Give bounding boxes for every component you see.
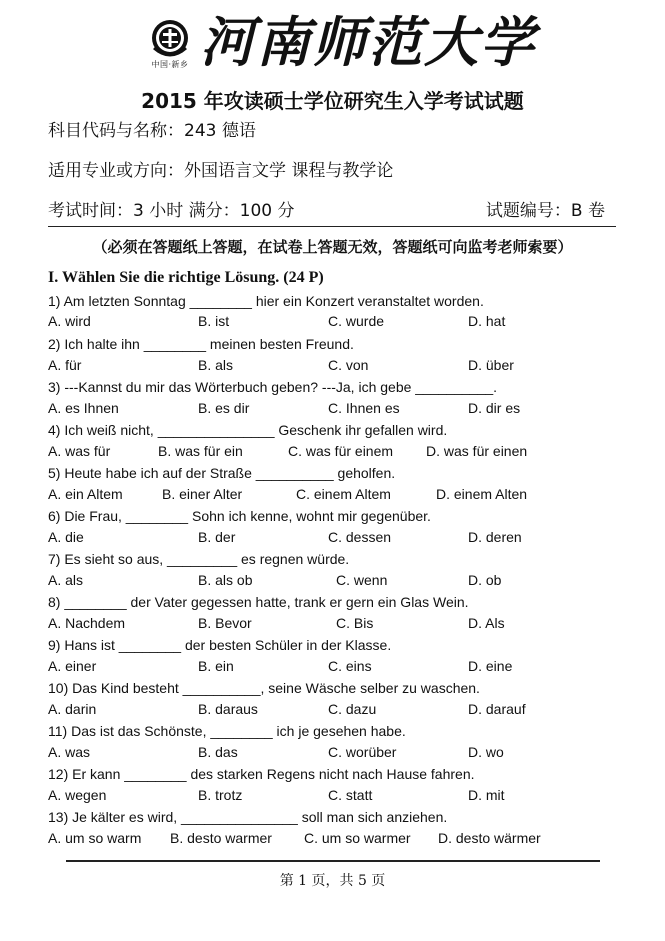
question-text: 13) Je kälter es wird, _______________ soll man sich anziehen. bbox=[48, 809, 448, 825]
paper-number: 试题编号：B 卷 bbox=[485, 201, 605, 221]
option-b: B. ein bbox=[198, 658, 234, 674]
option-c: C. dazu bbox=[328, 701, 377, 717]
option-a: A. was bbox=[48, 744, 91, 760]
option-b: B. was für ein bbox=[158, 443, 243, 459]
option-b: B. einer Alter bbox=[162, 486, 243, 502]
question-text: 1) Am letzten Sonntag ________ hier ein Konzert veranstaltet worden. bbox=[48, 293, 484, 309]
major-line: 适用专业或方向：外国语言文学 课程与教学论 bbox=[48, 161, 394, 181]
option-d: D. deren bbox=[468, 529, 522, 545]
option-c: C. statt bbox=[328, 787, 373, 803]
option-b: B. als ob bbox=[198, 572, 253, 588]
option-c: C. um so warmer bbox=[304, 830, 411, 846]
option-a: A. es Ihnen bbox=[48, 400, 119, 416]
university-name: 河南师范大学 bbox=[200, 10, 536, 74]
option-d: D. desto wärmer bbox=[438, 830, 541, 846]
time-score-line: 考试时间：3 小时 满分：100 分 bbox=[48, 201, 295, 221]
question-text: 3) ---Kannst du mir das Wörterbuch geben? ---Ja, ich gebe __________. bbox=[48, 379, 498, 395]
option-b: B. Bevor bbox=[198, 615, 252, 631]
option-b: B. als bbox=[198, 357, 234, 373]
header-divider bbox=[48, 226, 616, 227]
question-text: 11) Das ist das Schönste, ________ ich je gesehen habe. bbox=[48, 723, 406, 739]
option-a: A. wegen bbox=[48, 787, 107, 803]
answer-notice: （必须在答题纸上答题，在试卷上答题无效，答题纸可向监考老师索要） bbox=[92, 238, 573, 256]
question-text: 10) Das Kind besteht __________, seine Wäsche selber zu waschen. bbox=[48, 680, 480, 696]
option-a: A. wird bbox=[48, 313, 91, 329]
option-d: D. eine bbox=[468, 658, 513, 674]
option-b: B. ist bbox=[198, 313, 230, 329]
subject-line: 科目代码与名称：243 德语 bbox=[48, 121, 256, 141]
university-header bbox=[0, 8, 665, 78]
option-c: C. eins bbox=[328, 658, 372, 674]
option-c: C. dessen bbox=[328, 529, 392, 545]
option-a: A. als bbox=[48, 572, 84, 588]
question-text: 6) Die Frau, ________ Sohn ich kenne, wohnt mir gegenüber. bbox=[48, 508, 431, 524]
question-text: 8) ________ der Vater gegessen hatte, trank er gern ein Glas Wein. bbox=[48, 594, 469, 610]
option-a: A. ein Altem bbox=[48, 486, 123, 502]
option-a: A. darin bbox=[48, 701, 97, 717]
option-c: C. worüber bbox=[328, 744, 397, 760]
option-d: D. Als bbox=[468, 615, 505, 631]
footer-divider bbox=[66, 860, 600, 862]
option-a: A. für bbox=[48, 357, 82, 373]
option-c: C. einem Altem bbox=[296, 486, 391, 502]
option-a: A. um so warm bbox=[48, 830, 142, 846]
option-d: D. was für einen bbox=[426, 443, 528, 459]
question-text: 4) Ich weiß nicht, _______________ Geschenk ihr gefallen wird. bbox=[48, 422, 448, 438]
option-a: A. einer bbox=[48, 658, 97, 674]
option-b: B. das bbox=[198, 744, 238, 760]
seal-icon bbox=[150, 18, 190, 60]
option-c: C. wenn bbox=[336, 572, 388, 588]
exam-title: 2015 年攻读硕士学位研究生入学考试试题 bbox=[141, 89, 524, 113]
option-b: B. es dir bbox=[198, 400, 250, 416]
section-title: I. Wählen Sie die richtige Lösung. (24 P) bbox=[48, 269, 324, 286]
option-c: C. von bbox=[328, 357, 369, 373]
option-d: D. einem Alten bbox=[436, 486, 528, 502]
option-d: D. darauf bbox=[468, 701, 526, 717]
question-text: 9) Hans ist ________ der besten Schüler in der Klasse. bbox=[48, 637, 392, 653]
option-c: C. Ihnen es bbox=[328, 400, 400, 416]
option-b: B. der bbox=[198, 529, 236, 545]
option-b: B. daraus bbox=[198, 701, 258, 717]
option-a: A. die bbox=[48, 529, 84, 545]
seal-caption: 中国·新乡 bbox=[151, 60, 189, 69]
question-text: 5) Heute habe ich auf der Straße __________ geholfen. bbox=[48, 465, 396, 481]
option-b: B. trotz bbox=[198, 787, 243, 803]
option-d: D. wo bbox=[468, 744, 504, 760]
option-a: A. Nachdem bbox=[48, 615, 126, 631]
option-d: D. dir es bbox=[468, 400, 521, 416]
question-text: 12) Er kann ________ des starken Regens nicht nach Hause fahren. bbox=[48, 766, 475, 782]
question-text: 2) Ich halte ihn ________ meinen besten Freund. bbox=[48, 336, 354, 352]
question-text: 7) Es sieht so aus, _________ es regnen würde. bbox=[48, 551, 350, 567]
page-number: 第 1 页，共 5 页 bbox=[279, 873, 386, 889]
option-d: D. mit bbox=[468, 787, 505, 803]
university-seal bbox=[147, 18, 193, 78]
option-c: C. was für einem bbox=[288, 443, 394, 459]
option-d: D. ob bbox=[468, 572, 502, 588]
option-c: C. Bis bbox=[336, 615, 374, 631]
option-d: D. über bbox=[468, 357, 514, 373]
option-a: A. was für bbox=[48, 443, 111, 459]
option-d: D. hat bbox=[468, 313, 506, 329]
option-c: C. wurde bbox=[328, 313, 385, 329]
option-b: B. desto warmer bbox=[170, 830, 272, 846]
